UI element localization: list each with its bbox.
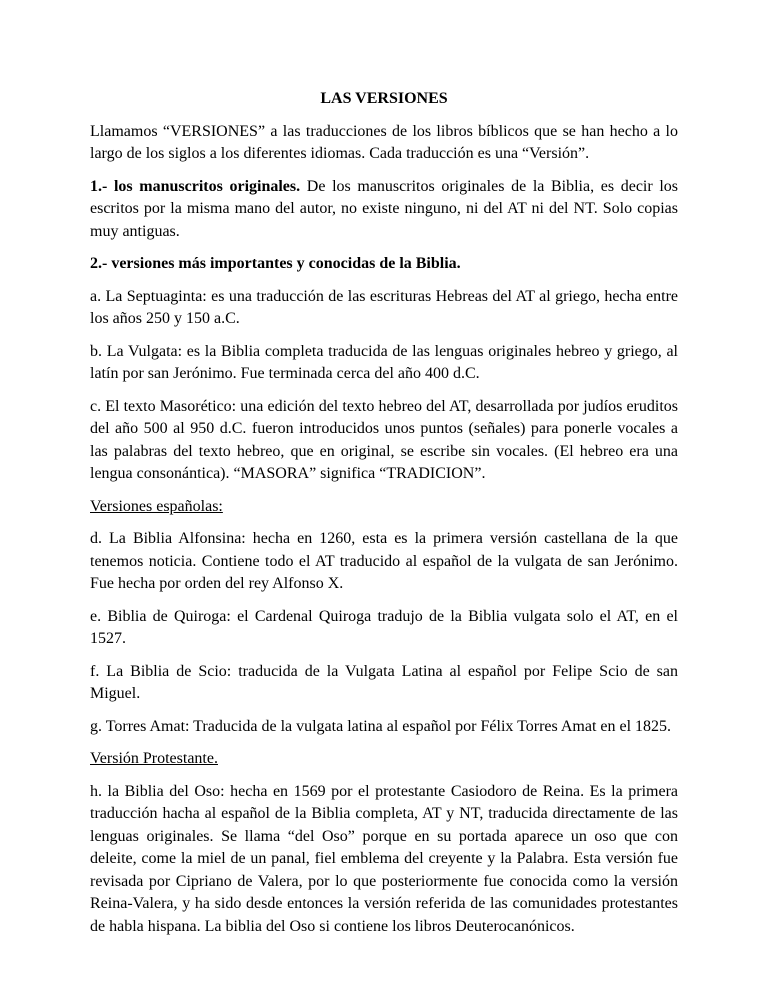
- section2-heading: 2.- versiones más importantes y conocidas de la Biblia.: [90, 255, 461, 272]
- document-title: LAS VERSIONES: [320, 90, 448, 107]
- item-scio: f. La Biblia de Scio: traducida de la Vulgata Latina al español por Felipe Scio de san Miguel.: [90, 662, 678, 702]
- section1-paragraph: [90, 176, 678, 244]
- spanish-versions-heading-text: Versiones españolas:: [90, 497, 223, 515]
- item-vulgata: b. La Vulgata: es la Biblia completa traducida de las lenguas originales hebreo y griego, al latín por san Jerónimo. Fue terminada cerca del año 400 d.C.: [90, 342, 678, 382]
- item-quiroga: e. Biblia de Quiroga: el Cardenal Quiroga tradujo de la Biblia vulgata solo el AT, en el 1527.: [90, 607, 678, 647]
- protestant-version-heading: [90, 748, 678, 771]
- spanish-versions-heading: [90, 496, 678, 519]
- item-masoretico: c. El texto Masorético: una edición del texto hebreo del AT, desarrollada por judíos eruditos del año 500 al 950 d.C. fueron introducidos unos puntos (señales) para ponerle vocales a las palabras del texto hebreo, que en original, se escribe sin vocales. (El hebreo era una lengua consonántica). “MASORA” significa “TRADICION”.: [90, 397, 678, 482]
- section1-text: De los manuscritos originales de la Biblia, es decir los escritos por la misma mano del autor, no existe ninguno, ni del AT ni del NT. Solo copias muy antiguas.: [90, 177, 678, 240]
- item-biblia-del-oso: h. la Biblia del Oso: hecha en 1569 por el protestante Casiodoro de Reina. Es la primera traducción hacha al español de la Biblia completa, AT y NT, traducida directamente de las lenguas originales. Se llama “del Oso” porque en su portada aparece un oso que con deleite, come la miel de un panal, fiel emblema del creyente y la Palabra. Esta versión fue revisada por Cipriano de Valera, por lo que posteriormente fue conocida como la versión Reina-Valera, y ha sido desde entonces la versión referida de las comunidades protestantes de habla hispana. La biblia del Oso si contiene los libros Deuterocanónicos.: [90, 782, 678, 935]
- section1-heading: 1.- los manuscritos originales.: [90, 177, 301, 195]
- item-septuaginta: a. La Septuaginta: es una traducción de las escrituras Hebreas del AT al griego, hecha entre los años 250 y 150 a.C.: [90, 287, 678, 327]
- item-alfonsina: d. La Biblia Alfonsina: hecha en 1260, esta es la primera versión castellana de la que tenemos noticia. Contiene todo el AT traducido al español de la vulgata de san Jerónimo. Fue hecha por orden del rey Alfonso X.: [90, 530, 678, 592]
- protestant-version-heading-text: Versión Protestante.: [90, 750, 218, 767]
- item-torres-amat: g. Torres Amat: Traducida de la vulgata latina al español por Félix Torres Amat en el 1825.: [90, 717, 672, 735]
- intro-paragraph: Llamamos “VERSIONES” a las traducciones de los libros bíblicos que se han hecho a lo largo de los siglos a los diferentes idiomas. Cada traducción es una “Versión”.: [90, 122, 678, 162]
